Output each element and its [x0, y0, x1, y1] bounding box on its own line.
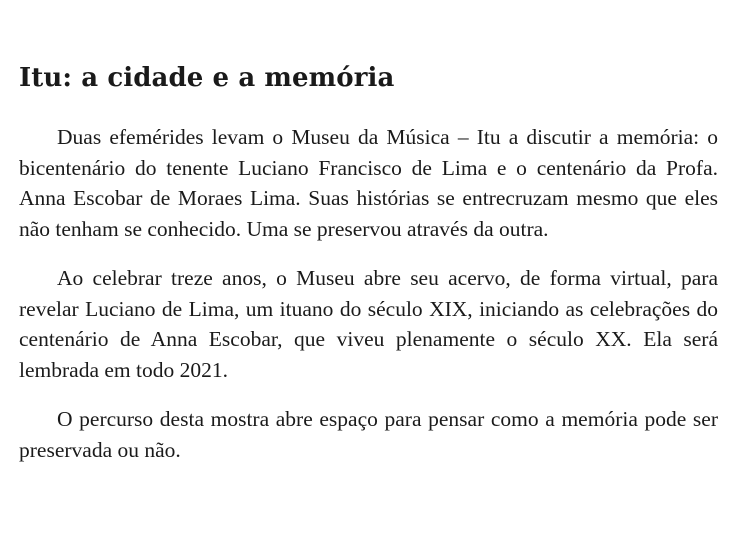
page-title: Itu: a cidade e a memória: [19, 63, 395, 93]
document-page: [19, 60, 718, 484]
paragraph-2: Ao celebrar treze anos, o Museu abre seu acervo, de forma virtual, para revelar Luciano de Lima, um ituano do século XIX, iniciando as celebrações do centenário de Anna Escobar, que viveu plenamente o século XX. Ela será lembrada em todo 2021.: [19, 266, 718, 382]
paragraph-3: O percurso desta mostra abre espaço para pensar como a memória pode ser preservada ou não.: [19, 407, 718, 462]
paragraph-1: Duas efemérides levam o Museu da Música – Itu a discutir a memória: o bicentenário do tenente Luciano Francisco de Lima e o centenário da Profa. Anna Escobar de Moraes Lima. Suas histórias se entrecruzam mesmo que eles não tenham se conhecido. Uma se preservou através da outra.: [19, 125, 718, 241]
